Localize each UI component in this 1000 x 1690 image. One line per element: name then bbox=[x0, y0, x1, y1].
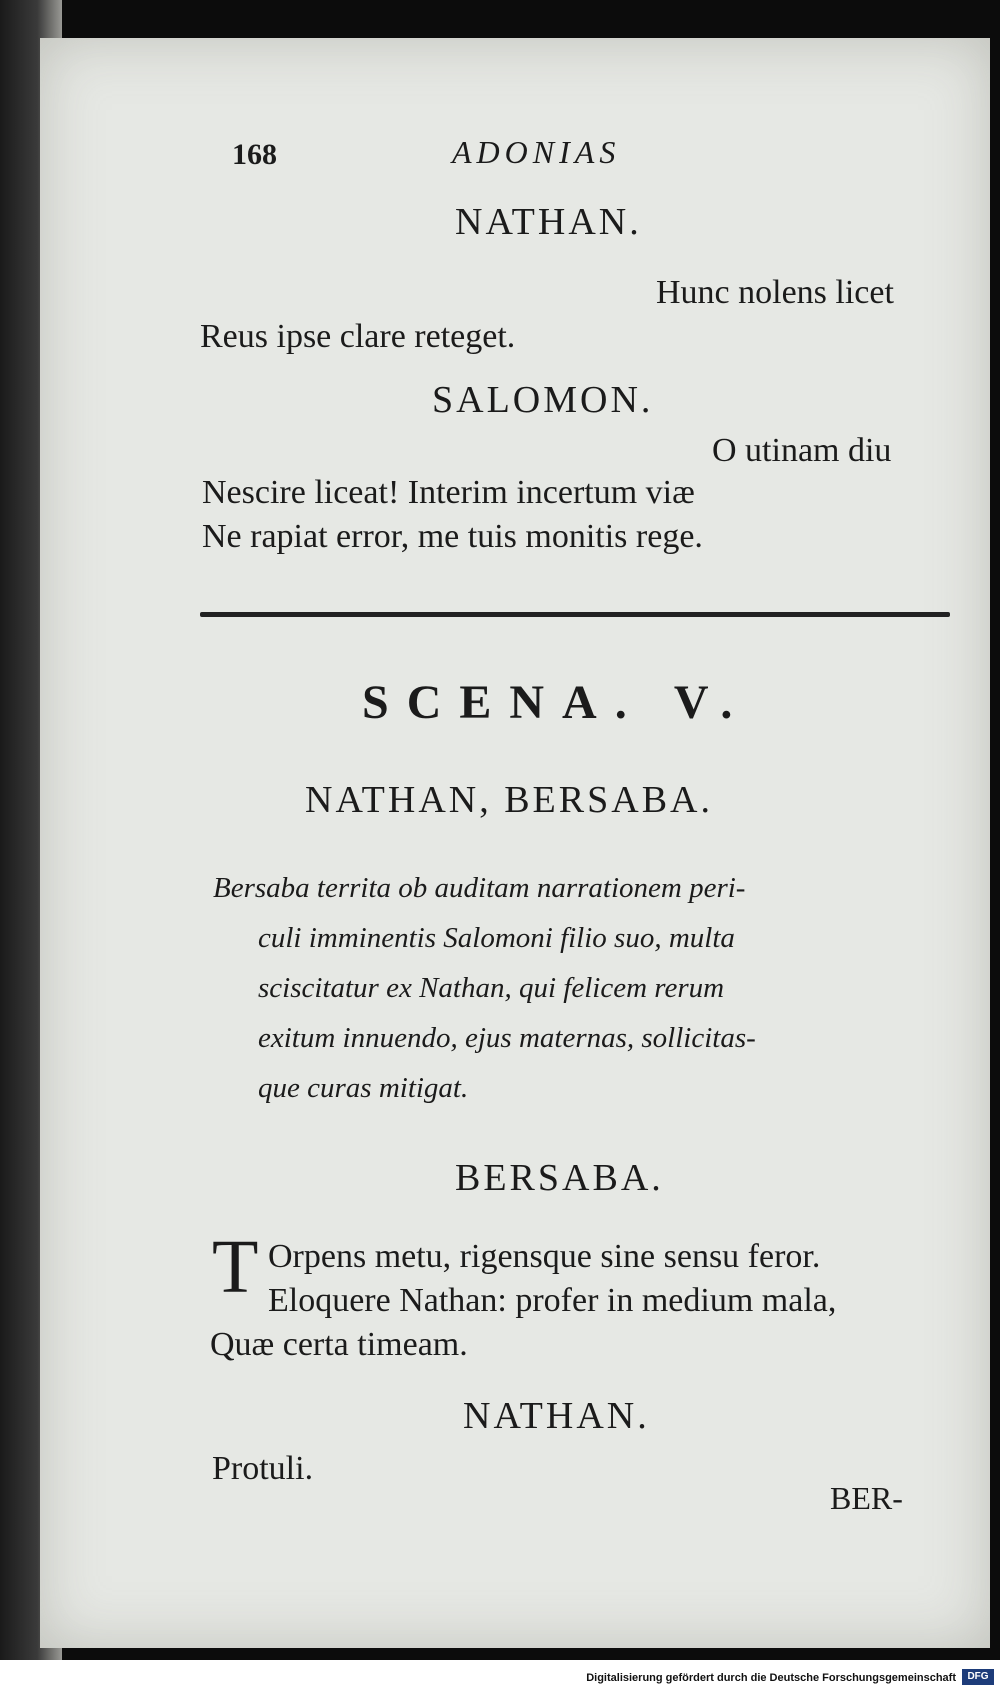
scene-characters: NATHAN, BERSABA. bbox=[305, 779, 713, 821]
speaker-bersaba: BERSABA. bbox=[455, 1157, 664, 1199]
scene-argument-line: que curas mitigat. bbox=[258, 1072, 469, 1104]
catchword: BER- bbox=[830, 1480, 903, 1516]
scene-argument-line: Bersaba territa ob auditam narrationem peri- bbox=[213, 872, 746, 904]
dfg-logo-icon: DFG bbox=[962, 1669, 994, 1685]
verse-line: O utinam diu bbox=[712, 432, 892, 469]
verse-line: Ne rapiat error, me tuis monitis rege. bbox=[202, 518, 703, 555]
scene-title: SCENA. V. bbox=[362, 676, 751, 729]
digitization-footer bbox=[0, 1660, 1000, 1690]
verse-line: Nescire liceat! Interim incertum viæ bbox=[202, 474, 695, 511]
scene-argument-line: culi imminentis Salomoni filio suo, multa bbox=[258, 922, 735, 954]
scene-divider-rule bbox=[200, 612, 950, 617]
running-head: ADONIAS bbox=[452, 134, 621, 170]
verse-line: Hunc nolens licet bbox=[656, 274, 894, 311]
scene-argument-line: exitum innuendo, ejus maternas, sollicitas- bbox=[258, 1022, 756, 1054]
speaker-nathan-2: NATHAN. bbox=[463, 1395, 650, 1437]
scene-argument-line: sciscitatur ex Nathan, qui felicem rerum bbox=[258, 972, 725, 1004]
speaker-salomon: SALOMON. bbox=[432, 379, 654, 421]
verse-line: Eloquere Nathan: profer in medium mala, bbox=[268, 1282, 837, 1319]
verse-line: Reus ipse clare reteget. bbox=[200, 318, 516, 355]
drop-capital: T bbox=[212, 1225, 259, 1309]
verse-line: Orpens metu, rigensque sine sensu feror. bbox=[268, 1238, 821, 1275]
verse-line: Protuli. bbox=[212, 1450, 314, 1487]
speaker-nathan-1: NATHAN. bbox=[455, 201, 642, 243]
footer-credit: Digitalisierung gefördert durch die Deutsche Forschungsgemeinschaft bbox=[586, 1672, 956, 1684]
page-number: 168 bbox=[232, 138, 277, 171]
verse-line: Quæ certa timeam. bbox=[210, 1326, 468, 1363]
